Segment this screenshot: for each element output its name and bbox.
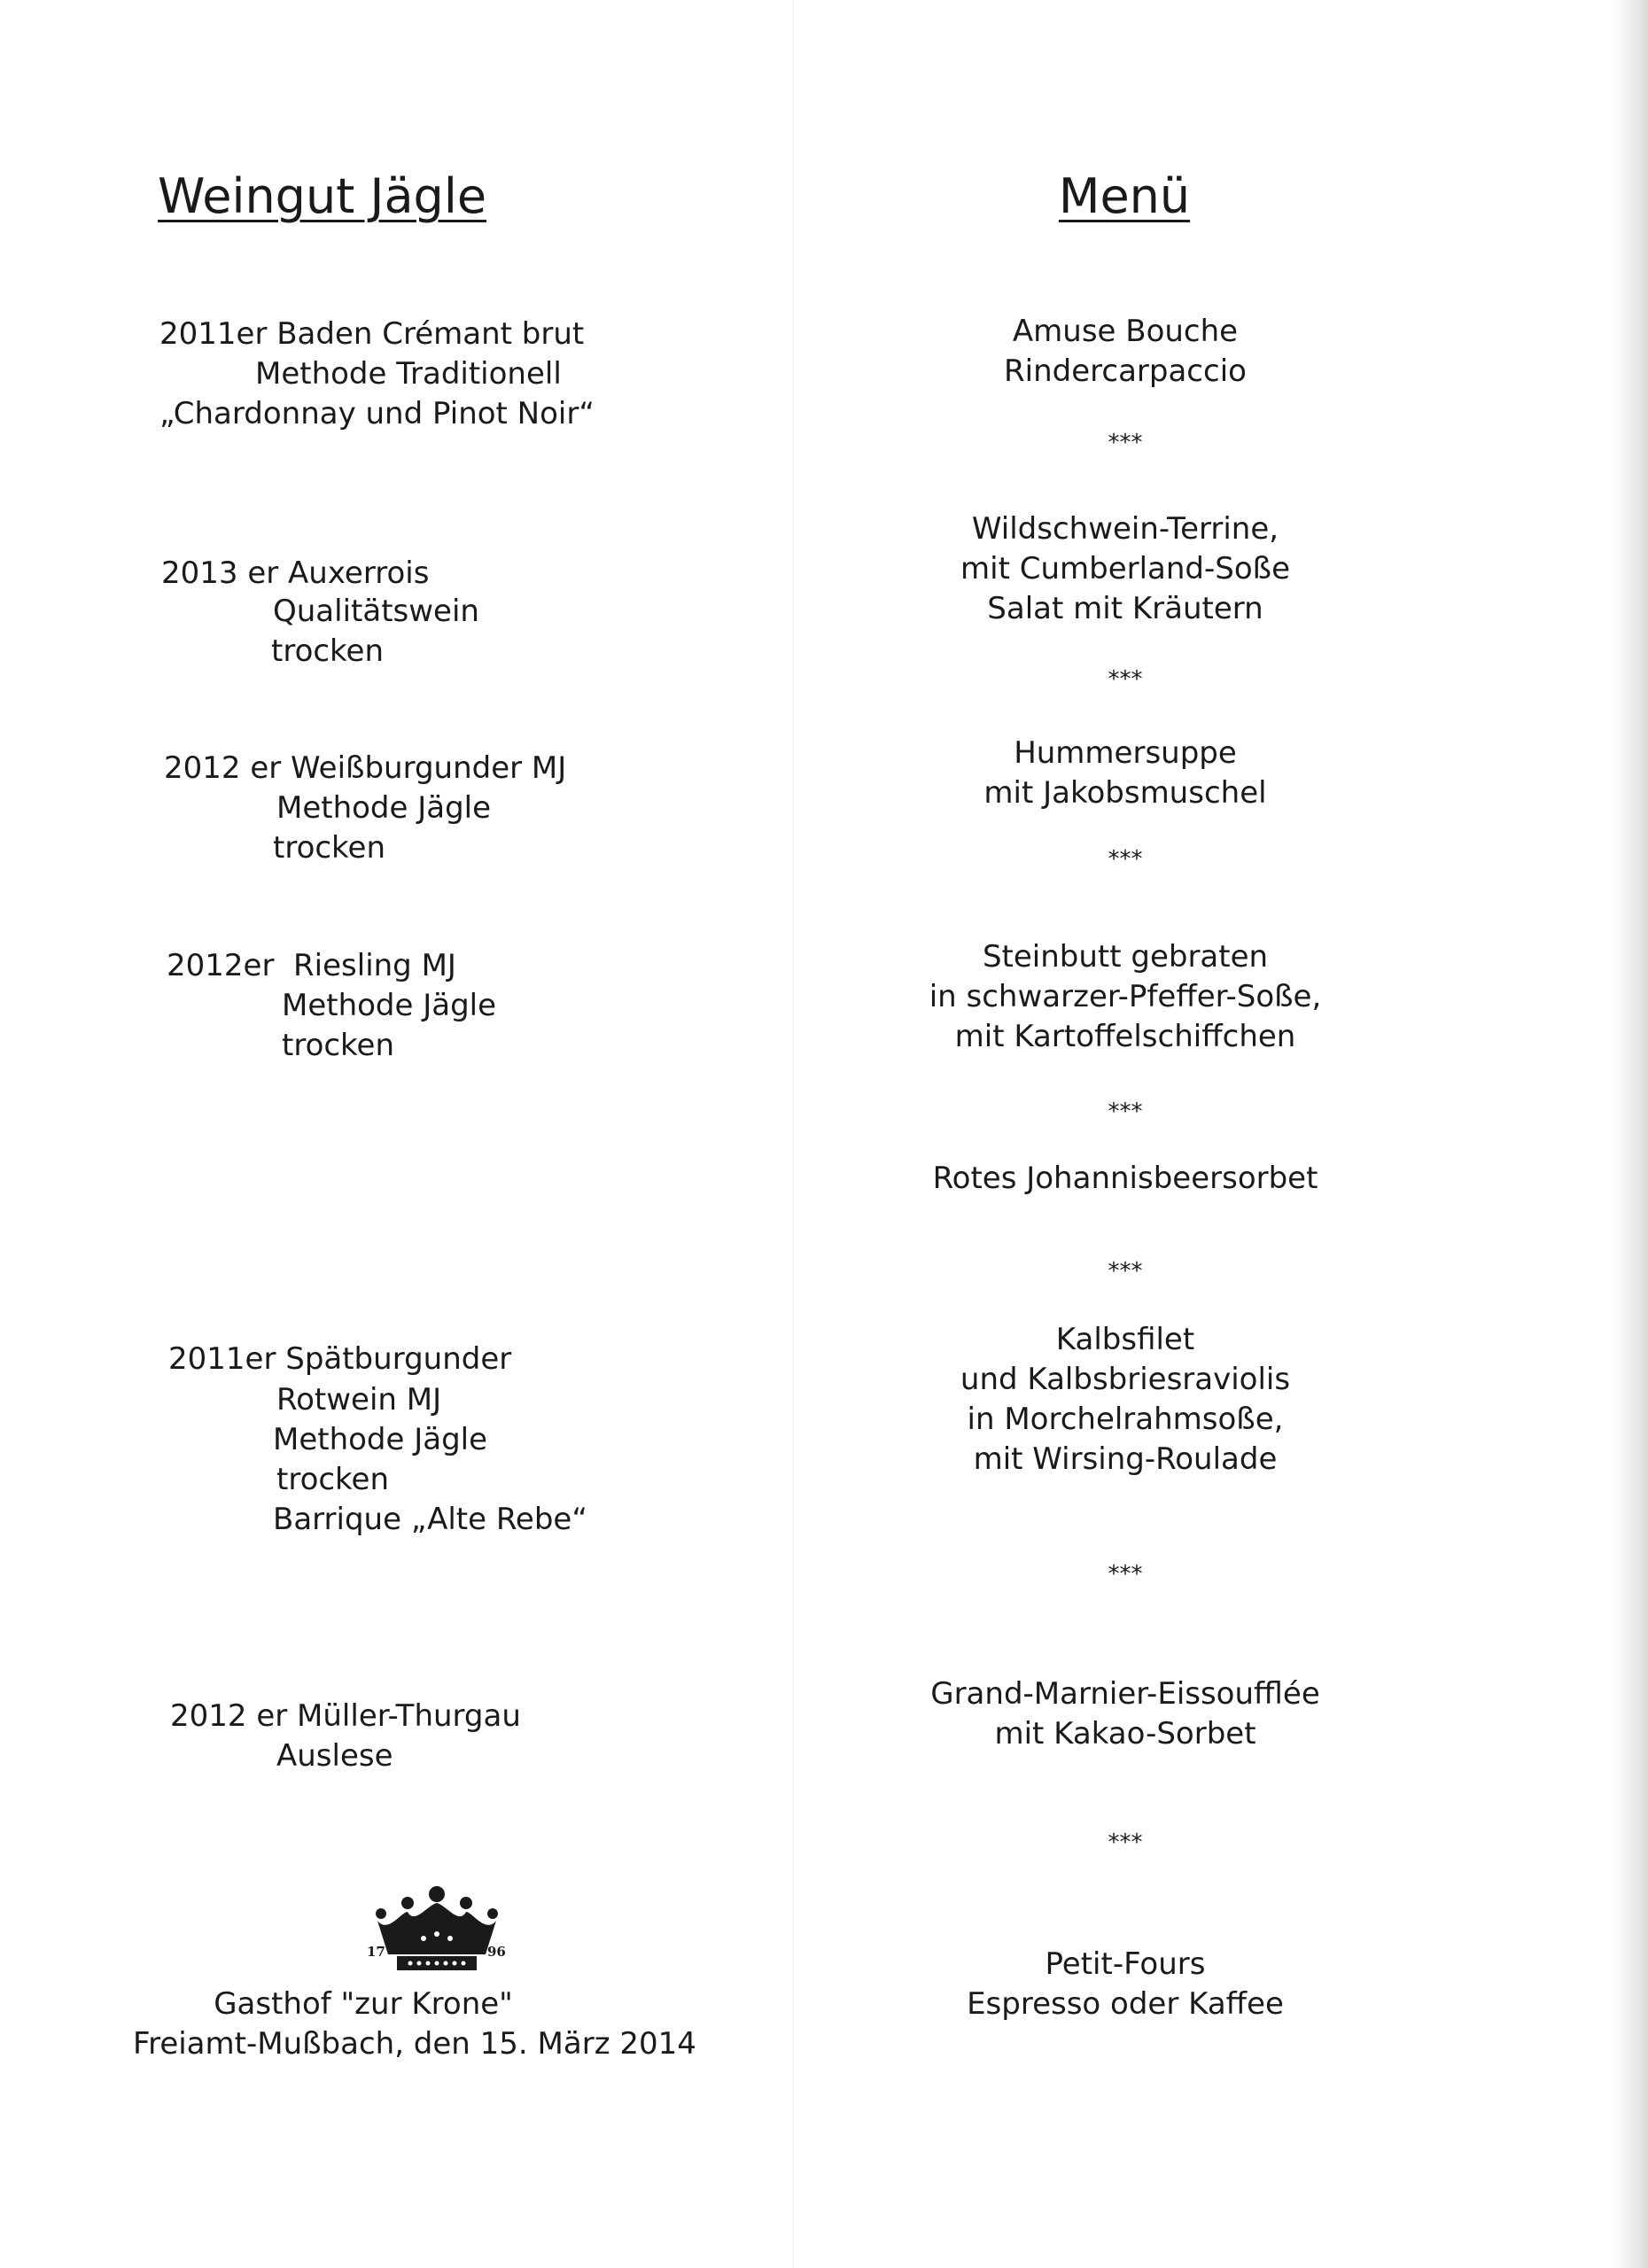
- course-item-5: [895, 1159, 1356, 1199]
- course-item-4: [895, 937, 1356, 1057]
- wine-line: Barrique „Alte Rebe“: [273, 1502, 587, 1537]
- course-separator: ***: [1108, 1099, 1143, 1125]
- wine-line: trocken: [282, 1028, 395, 1063]
- course-item-6: [895, 1320, 1356, 1480]
- course-separator: ***: [1108, 1561, 1143, 1588]
- course-line: Grand-Marnier-Eissoufflée: [930, 1676, 1320, 1712]
- course-line: Espresso oder Kaffee: [967, 1986, 1284, 2022]
- wine-line: trocken: [271, 633, 385, 669]
- wine-line: 2013 er Auxerrois: [161, 555, 430, 591]
- wine-line: 2011er Baden Crémant brut: [159, 316, 585, 352]
- wine-line: Methode Jägle: [276, 790, 492, 826]
- course-line: Steinbutt gebraten: [982, 939, 1269, 975]
- wine-line: Rotwein MJ: [276, 1382, 442, 1418]
- wine-line: „Chardonnay und Pinot Noir“: [159, 396, 595, 431]
- page-edge-shadow: [1613, 0, 1648, 2268]
- course-line: in schwarzer-Pfeffer-Soße,: [929, 979, 1322, 1014]
- wine-line: 2012 er Müller-Thurgau: [170, 1698, 521, 1734]
- venue-footer: [133, 1984, 696, 2064]
- wine-line: trocken: [273, 830, 386, 866]
- page-fold: [793, 0, 794, 2268]
- wine-line: 2011er Spätburgunder: [168, 1341, 512, 1377]
- wine-line: Qualitätswein: [273, 594, 479, 629]
- wine-line: 2012er Riesling MJ: [167, 948, 456, 983]
- course-line: Hummersuppe: [1014, 735, 1237, 771]
- course-item-2: [895, 509, 1356, 629]
- course-separator: ***: [1108, 1829, 1143, 1856]
- course-item-8: [895, 1945, 1356, 2024]
- course-line: Rotes Johannisbeersorbet: [932, 1161, 1318, 1196]
- course-line: Salat mit Kräutern: [987, 591, 1263, 626]
- course-line: Wildschwein-Terrine,: [971, 511, 1279, 547]
- course-line: und Kalbsbriesraviolis: [960, 1362, 1291, 1397]
- wine-line: trocken: [276, 1462, 390, 1497]
- course-separator: ***: [1108, 666, 1143, 693]
- venue-name: Gasthof "zur Krone": [214, 1986, 513, 2022]
- course-separator: ***: [1108, 1258, 1143, 1285]
- logo-left-digits: 17: [367, 1944, 385, 1960]
- crown-logo: [361, 1885, 512, 1974]
- venue-date: Freiamt-Mußbach, den 15. März 2014: [133, 2026, 696, 2062]
- course-line: Petit-Fours: [1045, 1946, 1206, 1982]
- course-line: in Morchelrahmsoße,: [967, 1402, 1284, 1437]
- course-line: Kalbsfilet: [1055, 1322, 1195, 1357]
- wine-line: Auslese: [276, 1738, 393, 1774]
- course-line: Amuse Bouche: [1012, 314, 1239, 349]
- wine-line: 2012 er Weißburgunder MJ: [164, 750, 567, 786]
- wine-line: Methode Jägle: [282, 988, 497, 1023]
- course-line: mit Kartoffelschiffchen: [954, 1019, 1296, 1054]
- menu-title: Menü: [1058, 168, 1191, 224]
- wine-line: Methode Jägle: [273, 1422, 488, 1457]
- course-separator: ***: [1108, 430, 1143, 456]
- course-line: Rindercarpaccio: [1004, 353, 1247, 389]
- course-separator: ***: [1108, 846, 1143, 873]
- course-item-3: [895, 734, 1356, 813]
- logo-right-digits: 96: [487, 1944, 506, 1960]
- winery-title: Weingut Jägle: [158, 168, 487, 224]
- course-line: mit Cumberland-Soße: [960, 551, 1290, 586]
- course-item-1: [895, 312, 1356, 392]
- wine-line: Methode Traditionell: [255, 356, 562, 392]
- course-line: mit Wirsing-Roulade: [973, 1441, 1278, 1477]
- course-item-7: [895, 1674, 1356, 1754]
- course-line: mit Jakobsmuschel: [983, 775, 1267, 811]
- course-line: mit Kakao-Sorbet: [994, 1716, 1256, 1751]
